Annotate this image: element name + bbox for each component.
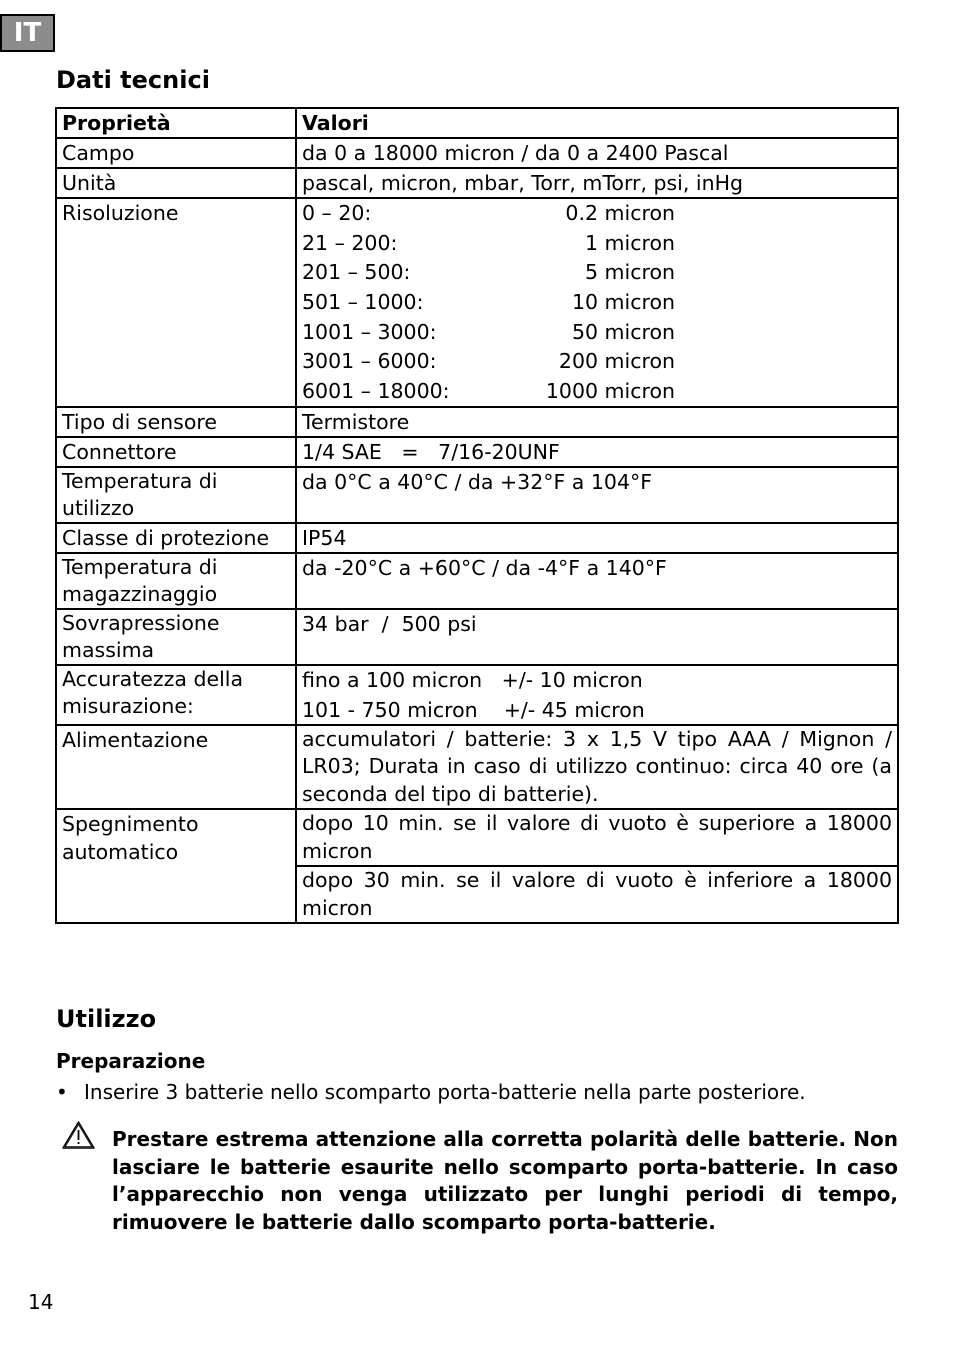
resolution-line [302, 377, 675, 405]
row-property: Classe di protezione [56, 523, 296, 553]
resolution-line [302, 347, 675, 375]
bullet-icon: • [56, 1080, 68, 1104]
table-row [56, 809, 898, 866]
table-row [56, 553, 898, 609]
resolution-value: 200 micron [558, 349, 675, 374]
resolution-range: 501 – 1000: [302, 290, 424, 315]
resolution-value: 5 micron [584, 260, 675, 285]
list-item [56, 1078, 806, 1106]
row-property: Connettore [56, 437, 296, 467]
table-row [56, 523, 898, 553]
header-values: Valori [296, 108, 898, 138]
language-badge: IT [0, 14, 55, 52]
resolution-range: 6001 – 18000: [302, 379, 450, 404]
table-row [56, 437, 898, 467]
table-row [56, 725, 898, 810]
table-row [56, 609, 898, 665]
resolution-line [302, 288, 675, 316]
list-item-text: Inserire 3 batterie nello scomparto porta-batterie nella parte posteriore. [84, 1080, 806, 1104]
row-value: da 0 a 18000 micron / da 0 a 2400 Pascal [296, 138, 898, 168]
row-value: dopo 10 min. se il valore di vuoto è superiore a 18000 micron [296, 809, 898, 866]
row-value: 1/4 SAE = 7/16-20UNF [296, 437, 898, 467]
row-property: Sovrapressione massima [56, 609, 296, 665]
resolution-line [302, 199, 675, 227]
table-row [56, 665, 898, 725]
resolution-range: 3001 – 6000: [302, 349, 437, 374]
table-row [56, 138, 898, 168]
table-row-resolution [56, 198, 898, 407]
section-title-usage: Utilizzo [56, 1005, 157, 1033]
resolution-list [296, 198, 898, 407]
accuracy-list [296, 665, 898, 725]
resolution-value: 1 micron [584, 230, 675, 255]
table-row [56, 168, 898, 198]
resolution-line [302, 318, 675, 346]
row-value: da -20°C a +60°C / da -4°F a 140°F [296, 553, 898, 609]
row-value: Termistore [296, 407, 898, 437]
table-header-row [56, 108, 898, 138]
page-number: 14 [28, 1290, 54, 1314]
row-value: dopo 30 min. se il valore di vuoto è inferiore a 18000 micron [296, 866, 898, 923]
row-property: Tipo di sensore [56, 407, 296, 437]
resolution-value: 1000 micron [545, 379, 675, 404]
technical-data-table [55, 107, 899, 924]
row-value: pascal, micron, mbar, Torr, mTorr, psi, inHg [296, 168, 898, 198]
resolution-range: 21 – 200: [302, 230, 398, 255]
row-value: da 0°C a 40°C / da +32°F a 104°F [296, 467, 898, 523]
resolution-range: 0 – 20: [302, 201, 372, 225]
resolution-value: 10 micron [571, 290, 675, 315]
resolution-value: 50 micron [571, 319, 675, 344]
table-row [56, 407, 898, 437]
warning-text: Prestare estrema attenzione alla corretta polarità delle batterie. Non lasciare le batterie esaurite nello scomparto porta-batterie. In caso l’apparecchio non venga utilizzato per lunghi periodi di tempo, rimuovere le batterie dallo scomparto porta-batterie. [112, 1127, 898, 1234]
row-property: Temperatura di magazzinaggio [56, 553, 296, 609]
row-property: Temperatura di utilizzo [56, 467, 296, 523]
resolution-range: 1001 – 3000: [302, 319, 437, 344]
resolution-line [302, 229, 675, 257]
resolution-range: 201 – 500: [302, 260, 411, 285]
resolution-value: 0.2 micron [565, 201, 675, 225]
row-value: accumulatori / batterie: 3 x 1,5 V tipo AAA / Mignon / LR03; Durata in caso di utilizzo continuo: circa 40 ore (a seconda del tipo di batterie). [296, 725, 898, 810]
accuracy-line: fino a 100 micron +/- 10 micron [302, 668, 643, 693]
row-property: Spegnimento automatico [56, 809, 296, 923]
accuracy-line: 101 - 750 micron +/- 45 micron [302, 697, 645, 722]
warning-triangle-icon [61, 1120, 96, 1150]
row-property: Campo [56, 138, 296, 168]
subsection-title-preparation: Preparazione [56, 1049, 206, 1073]
row-value: IP54 [296, 523, 898, 553]
row-property: Unità [56, 168, 296, 198]
header-property: Proprietà [56, 108, 296, 138]
section-title-technical-data: Dati tecnici [56, 66, 210, 94]
row-property: Risoluzione [56, 198, 296, 407]
row-property: Accuratezza della misurazione: [56, 665, 296, 725]
row-property: Alimentazione [56, 725, 296, 810]
table-row [56, 467, 898, 523]
resolution-line [302, 258, 675, 286]
row-value: 34 bar / 500 psi [296, 609, 898, 665]
